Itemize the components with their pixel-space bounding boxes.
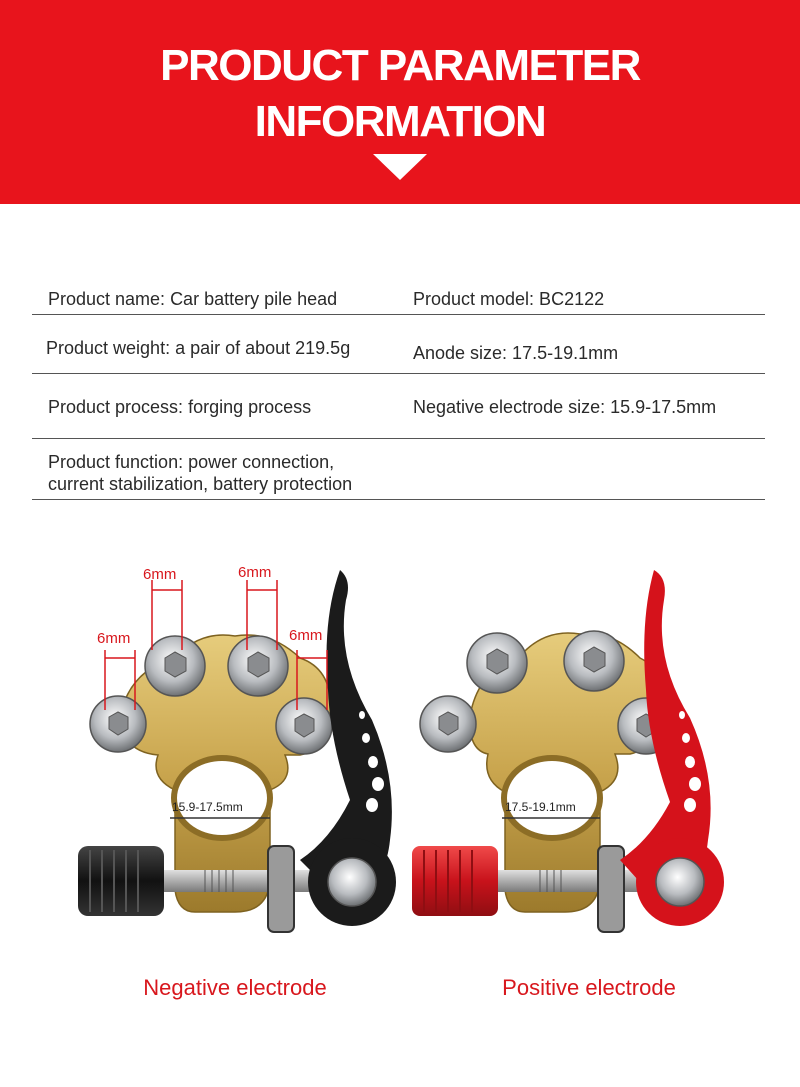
- param-product-model: Product model: BC2122: [413, 289, 605, 309]
- table-row: [32, 374, 765, 439]
- param-product-function: [48, 451, 352, 495]
- header-banner: [0, 0, 800, 204]
- negative-bore-label: 15.9-17.5mm: [172, 800, 243, 814]
- banner-title: [0, 38, 800, 150]
- negative-electrode-caption: Negative electrode: [143, 975, 327, 1000]
- dimension-label: 6mm: [97, 630, 131, 647]
- dimension-label: 6mm: [143, 566, 177, 583]
- param-anode-size: Anode size: 17.5-19.1mm: [413, 343, 619, 363]
- banner-title-line2: INFORMATION: [254, 97, 546, 146]
- banner-title-line1: PRODUCT PARAMETER: [160, 41, 640, 90]
- dimension-label: 6mm: [289, 627, 323, 644]
- param-product-name: Product name: Car battery pile head: [48, 289, 338, 309]
- positive-electrode-caption: Positive electrode: [502, 975, 676, 1000]
- product-photo: [0, 540, 800, 960]
- table-row: [32, 280, 765, 315]
- parameter-table: [32, 280, 765, 500]
- positive-terminal: [412, 570, 724, 932]
- dimension-label: 6mm: [238, 564, 272, 581]
- param-function-line2: current stabilization, battery protection: [48, 474, 353, 494]
- table-row: [32, 439, 765, 500]
- param-product-process: Product process: forging process: [48, 397, 312, 417]
- param-product-weight: Product weight: a pair of about 219.5g: [46, 338, 351, 358]
- table-row: [32, 315, 765, 374]
- negative-terminal: [78, 570, 396, 932]
- down-arrow-icon: [373, 154, 427, 180]
- positive-bore-label: 17.5-19.1mm: [505, 800, 576, 814]
- param-negative-size: Negative electrode size: 15.9-17.5mm: [413, 397, 717, 417]
- param-function-line1: Product function: power connection,: [48, 452, 335, 472]
